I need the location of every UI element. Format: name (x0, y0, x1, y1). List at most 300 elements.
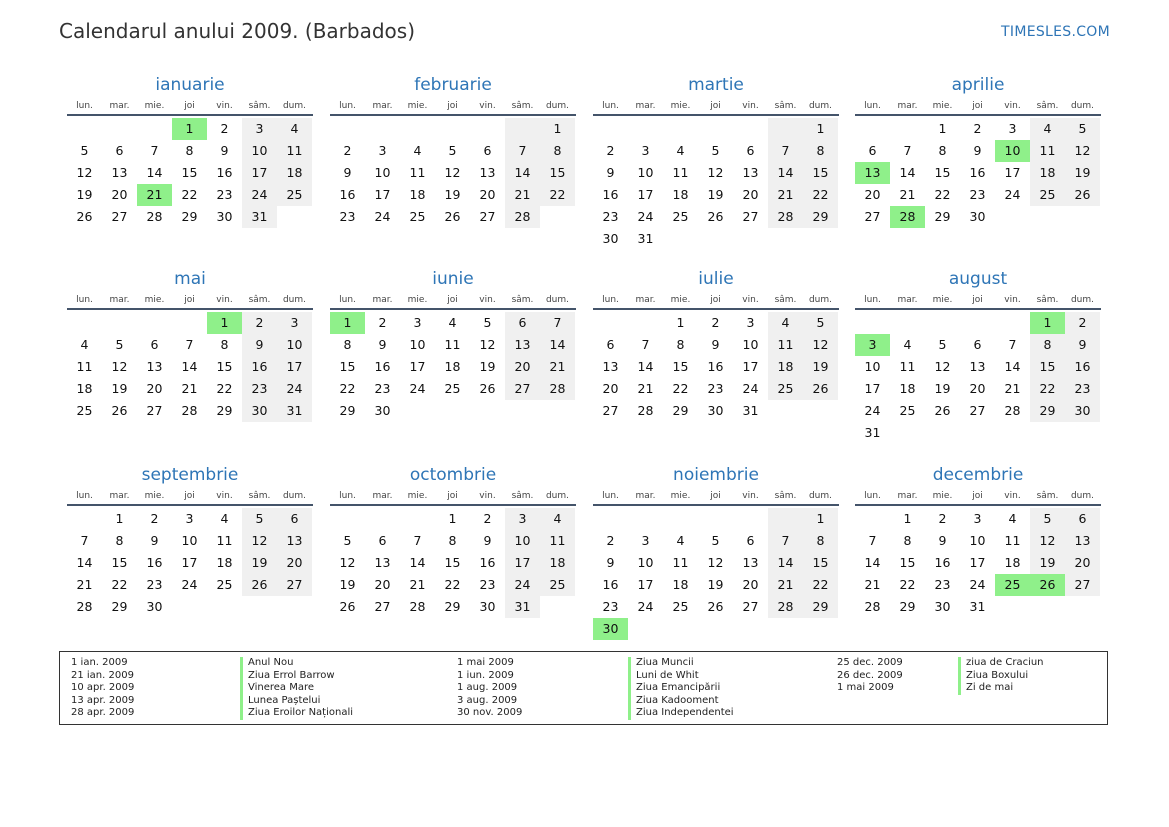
holiday-legend (59, 651, 1108, 725)
weekday-label: mar. (372, 101, 393, 111)
weekday-label: mar. (635, 491, 656, 501)
weekday-label: joi (184, 101, 195, 111)
day-cell: 18 (540, 552, 575, 574)
weekday-header (330, 488, 576, 506)
day-cell: 17 (181, 555, 198, 570)
month-name: mai (174, 269, 206, 289)
day-cell: 3 (185, 511, 194, 526)
day-cell: 22 (803, 184, 838, 206)
day-cell: 31 (969, 599, 986, 614)
day-cell: 31 (277, 400, 312, 422)
weekday-header (67, 488, 313, 506)
day-cell: 13 (742, 555, 759, 570)
day-cell: 23 (216, 187, 233, 202)
weekday-header (593, 98, 839, 116)
day-cell: 28 (637, 403, 654, 418)
day-cell: 22 (216, 381, 233, 396)
day-cell: 11 (409, 165, 426, 180)
day-cell: 3 (413, 315, 422, 330)
day-cell: 13 (742, 165, 759, 180)
day-cell: 10 (864, 359, 881, 374)
day-cell: 12 (707, 555, 724, 570)
month-ianuarie (67, 74, 313, 228)
day-cell: 6 (1065, 508, 1100, 530)
weekday-label: mie. (932, 295, 953, 305)
day-cell: 11 (277, 140, 312, 162)
day-cell: 30 (602, 231, 619, 246)
day-cell: 20 (479, 187, 496, 202)
legend-date: 1 ian. 2009 (71, 657, 128, 668)
day-cell: 10 (637, 165, 654, 180)
day-cell: 15 (1030, 356, 1065, 378)
day-cell: 18 (1030, 162, 1065, 184)
empty-day-cell (960, 312, 995, 334)
empty-day-cell (890, 312, 925, 334)
day-cell: 19 (707, 187, 724, 202)
month-iulie (593, 268, 839, 422)
empty-day-cell (400, 118, 435, 140)
weekday-label: lun. (864, 491, 881, 501)
day-cell: 6 (150, 337, 159, 352)
day-cell: 13 (969, 359, 986, 374)
day-cell: 11 (768, 334, 803, 356)
day-cell: 27 (1065, 574, 1100, 596)
holiday-day-cell: 10 (995, 140, 1030, 162)
day-cell: 27 (374, 599, 391, 614)
weekday-label: sâm. (511, 491, 534, 501)
day-cell: 2 (1065, 312, 1100, 334)
day-cell: 4 (220, 511, 229, 526)
days-grid (330, 118, 576, 228)
weekday-label: vin. (216, 295, 233, 305)
days-grid (855, 312, 1101, 444)
day-cell: 23 (602, 209, 619, 224)
day-cell: 20 (602, 381, 619, 396)
day-cell: 22 (181, 187, 198, 202)
day-cell: 6 (868, 143, 877, 158)
day-cell: 18 (672, 187, 689, 202)
day-cell: 6 (746, 143, 755, 158)
weekday-label: joi (972, 491, 983, 501)
day-cell: 14 (76, 555, 93, 570)
day-cell: 5 (483, 315, 492, 330)
month-octombrie (330, 464, 576, 618)
weekday-label: vin. (1004, 491, 1021, 501)
day-cell: 13 (374, 555, 391, 570)
day-cell: 7 (768, 140, 803, 162)
day-cell: 12 (1065, 140, 1100, 162)
day-cell: 26 (444, 209, 461, 224)
day-cell: 31 (505, 596, 540, 618)
weekday-label: dum. (282, 295, 307, 305)
day-cell: 22 (672, 381, 689, 396)
weekday-label: dum. (545, 295, 570, 305)
day-cell: 9 (606, 165, 615, 180)
day-cell: 4 (676, 143, 685, 158)
weekday-label: lun. (339, 491, 356, 501)
day-cell: 9 (973, 143, 982, 158)
day-cell: 3 (505, 508, 540, 530)
empty-day-cell (768, 118, 803, 140)
day-cell: 11 (672, 555, 689, 570)
day-cell: 5 (1065, 118, 1100, 140)
day-cell: 18 (76, 381, 93, 396)
day-cell: 6 (378, 533, 387, 548)
empty-day-cell (593, 508, 628, 530)
day-cell: 12 (803, 334, 838, 356)
day-cell: 12 (339, 555, 356, 570)
day-cell: 15 (803, 162, 838, 184)
day-cell: 18 (216, 555, 233, 570)
day-cell: 13 (146, 359, 163, 374)
day-cell: 17 (637, 577, 654, 592)
day-cell: 13 (1065, 530, 1100, 552)
day-cell: 14 (864, 555, 881, 570)
weekday-label: dum. (545, 491, 570, 501)
weekday-label: mie. (932, 101, 953, 111)
day-cell: 4 (1008, 511, 1017, 526)
holiday-day-cell: 26 (1030, 574, 1065, 596)
day-cell: 11 (1004, 533, 1021, 548)
holiday-day-cell: 1 (207, 312, 242, 334)
legend-holiday-name: Lunea Paștelui (240, 695, 353, 708)
day-cell: 16 (374, 359, 391, 374)
day-cell: 30 (1065, 400, 1100, 422)
empty-day-cell (172, 312, 207, 334)
weekday-label: joi (447, 101, 458, 111)
holiday-day-cell: 28 (890, 206, 925, 228)
legend-names-column (628, 657, 734, 720)
day-cell: 15 (111, 555, 128, 570)
day-cell: 3 (242, 118, 277, 140)
empty-day-cell (67, 312, 102, 334)
legend-dates-column (837, 657, 903, 695)
month-name: noiembrie (673, 465, 759, 485)
day-cell: 2 (343, 143, 352, 158)
weekday-label: lun. (339, 101, 356, 111)
day-cell: 14 (768, 162, 803, 184)
day-cell: 25 (277, 184, 312, 206)
weekday-label: mar. (635, 295, 656, 305)
weekday-label: lun. (602, 491, 619, 501)
day-cell: 9 (150, 533, 159, 548)
day-cell: 27 (277, 574, 312, 596)
day-cell: 25 (216, 577, 233, 592)
site-link[interactable]: TIMESLES.COM (1001, 24, 1110, 40)
day-cell: 26 (479, 381, 496, 396)
day-cell: 5 (242, 508, 277, 530)
empty-day-cell (137, 312, 172, 334)
day-cell: 21 (637, 381, 654, 396)
day-cell: 22 (934, 187, 951, 202)
weekday-header (67, 292, 313, 310)
day-cell: 16 (602, 187, 619, 202)
weekday-label: joi (710, 101, 721, 111)
empty-day-cell (855, 312, 890, 334)
holiday-day-cell: 25 (995, 574, 1030, 596)
holiday-day-cell: 13 (855, 162, 890, 184)
day-cell: 25 (409, 209, 426, 224)
weekday-label: mie. (144, 101, 165, 111)
day-cell: 19 (707, 577, 724, 592)
day-cell: 10 (742, 337, 759, 352)
day-cell: 29 (444, 599, 461, 614)
day-cell: 30 (374, 403, 391, 418)
day-cell: 1 (938, 121, 947, 136)
weekday-label: vin. (479, 491, 496, 501)
day-cell: 27 (146, 403, 163, 418)
day-cell: 6 (277, 508, 312, 530)
empty-day-cell (733, 118, 768, 140)
legend-date: 25 dec. 2009 (837, 657, 903, 668)
day-cell: 4 (80, 337, 89, 352)
day-cell: 20 (742, 577, 759, 592)
day-cell: 14 (637, 359, 654, 374)
day-cell: 31 (864, 425, 881, 440)
day-cell: 6 (606, 337, 615, 352)
day-cell: 6 (505, 312, 540, 334)
day-cell: 24 (742, 381, 759, 396)
day-cell: 4 (448, 315, 457, 330)
day-cell: 29 (899, 599, 916, 614)
weekday-label: joi (447, 295, 458, 305)
month-mai (67, 268, 313, 422)
empty-day-cell (470, 118, 505, 140)
day-cell: 14 (409, 555, 426, 570)
day-cell: 7 (768, 530, 803, 552)
day-cell: 13 (602, 359, 619, 374)
day-cell: 11 (1030, 140, 1065, 162)
weekday-label: mie. (144, 295, 165, 305)
day-cell: 29 (803, 206, 838, 228)
day-cell: 17 (969, 555, 986, 570)
day-cell: 5 (80, 143, 89, 158)
weekday-header (67, 98, 313, 116)
day-cell: 24 (181, 577, 198, 592)
day-cell: 27 (602, 403, 619, 418)
day-cell: 8 (540, 140, 575, 162)
empty-day-cell (855, 118, 890, 140)
legend-date: 1 iun. 2009 (457, 669, 514, 681)
weekday-label: lun. (339, 295, 356, 305)
days-grid (67, 118, 313, 228)
day-cell: 6 (483, 143, 492, 158)
day-cell: 24 (409, 381, 426, 396)
day-cell: 2 (606, 143, 615, 158)
weekday-label: lun. (76, 491, 93, 501)
weekday-label: sâm. (1036, 491, 1059, 501)
day-cell: 28 (76, 599, 93, 614)
day-cell: 19 (242, 552, 277, 574)
day-cell: 11 (540, 530, 575, 552)
day-cell: 15 (339, 359, 356, 374)
weekday-label: vin. (1004, 101, 1021, 111)
day-cell: 22 (111, 577, 128, 592)
day-cell: 7 (868, 533, 877, 548)
day-cell: 15 (934, 165, 951, 180)
day-cell: 3 (378, 143, 387, 158)
day-cell: 25 (76, 403, 93, 418)
weekday-label: vin. (479, 295, 496, 305)
days-grid (67, 508, 313, 618)
day-cell: 19 (76, 187, 93, 202)
day-cell: 13 (277, 530, 312, 552)
day-cell: 19 (111, 381, 128, 396)
day-cell: 18 (1004, 555, 1021, 570)
weekday-label: dum. (282, 101, 307, 111)
day-cell: 1 (448, 511, 457, 526)
day-cell: 19 (1065, 162, 1100, 184)
weekday-label: vin. (216, 491, 233, 501)
empty-day-cell (733, 508, 768, 530)
day-cell: 24 (1004, 187, 1021, 202)
weekday-label: joi (710, 491, 721, 501)
day-cell: 14 (899, 165, 916, 180)
year-calendar-grid (67, 74, 1102, 644)
day-cell: 27 (742, 599, 759, 614)
day-cell: 7 (413, 533, 422, 548)
day-cell: 27 (479, 209, 496, 224)
day-cell: 11 (444, 337, 461, 352)
day-cell: 17 (505, 552, 540, 574)
days-grid (330, 312, 576, 422)
day-cell: 28 (146, 209, 163, 224)
day-cell: 19 (444, 187, 461, 202)
day-cell: 18 (409, 187, 426, 202)
day-cell: 23 (1065, 378, 1100, 400)
legend-holiday-name: Luni de Whit (628, 670, 734, 683)
day-cell: 2 (220, 121, 229, 136)
weekday-label: dum. (808, 295, 833, 305)
holiday-day-cell: 3 (855, 334, 890, 356)
empty-day-cell (593, 118, 628, 140)
day-cell: 20 (146, 381, 163, 396)
day-cell: 10 (277, 334, 312, 356)
day-cell: 30 (707, 403, 724, 418)
day-cell: 31 (242, 206, 277, 228)
weekday-label: mar. (109, 491, 130, 501)
weekday-label: joi (972, 101, 983, 111)
day-cell: 29 (1030, 400, 1065, 422)
empty-day-cell (593, 312, 628, 334)
weekday-label: lun. (602, 101, 619, 111)
day-cell: 26 (803, 378, 838, 400)
day-cell: 10 (637, 555, 654, 570)
day-cell: 15 (444, 555, 461, 570)
day-cell: 29 (111, 599, 128, 614)
day-cell: 5 (938, 337, 947, 352)
day-cell: 12 (444, 165, 461, 180)
day-cell: 18 (672, 577, 689, 592)
day-cell: 7 (185, 337, 194, 352)
day-cell: 26 (707, 599, 724, 614)
weekday-label: vin. (742, 295, 759, 305)
day-cell: 9 (343, 165, 352, 180)
day-cell: 12 (707, 165, 724, 180)
day-cell: 24 (374, 209, 391, 224)
day-cell: 23 (479, 577, 496, 592)
legend-date: 26 dec. 2009 (837, 669, 903, 681)
day-cell: 8 (938, 143, 947, 158)
weekday-label: sâm. (774, 491, 797, 501)
legend-holiday-name: Ziua Muncii (628, 657, 734, 670)
day-cell: 24 (277, 378, 312, 400)
empty-day-cell (628, 508, 663, 530)
day-cell: 17 (637, 187, 654, 202)
day-cell: 22 (540, 184, 575, 206)
weekday-label: mar. (109, 101, 130, 111)
day-cell: 20 (742, 187, 759, 202)
day-cell: 3 (1008, 121, 1017, 136)
day-cell: 24 (242, 184, 277, 206)
weekday-label: mar. (635, 101, 656, 111)
day-cell: 17 (742, 359, 759, 374)
weekday-label: mar. (372, 491, 393, 501)
day-cell: 22 (1030, 378, 1065, 400)
day-cell: 29 (339, 403, 356, 418)
day-cell: 17 (277, 356, 312, 378)
day-cell: 4 (768, 312, 803, 334)
day-cell: 7 (540, 312, 575, 334)
day-cell: 16 (934, 555, 951, 570)
day-cell: 14 (505, 162, 540, 184)
weekday-label: joi (184, 295, 195, 305)
month-name: iunie (432, 269, 474, 289)
day-cell: 22 (803, 574, 838, 596)
day-cell: 8 (220, 337, 229, 352)
day-cell: 17 (1004, 165, 1021, 180)
day-cell: 4 (676, 533, 685, 548)
day-cell: 11 (672, 165, 689, 180)
day-cell: 8 (803, 140, 838, 162)
day-cell: 20 (277, 552, 312, 574)
day-cell: 17 (242, 162, 277, 184)
day-cell: 13 (111, 165, 128, 180)
day-cell: 26 (242, 574, 277, 596)
day-cell: 17 (374, 187, 391, 202)
day-cell: 3 (746, 315, 755, 330)
day-cell: 21 (864, 577, 881, 592)
day-cell: 29 (672, 403, 689, 418)
day-cell: 3 (641, 533, 650, 548)
day-cell: 19 (934, 381, 951, 396)
weekday-label: joi (447, 491, 458, 501)
day-cell: 9 (606, 555, 615, 570)
day-cell: 28 (768, 596, 803, 618)
weekday-header (330, 98, 576, 116)
day-cell: 9 (711, 337, 720, 352)
day-cell: 7 (903, 143, 912, 158)
day-cell: 10 (505, 530, 540, 552)
day-cell: 2 (938, 511, 947, 526)
day-cell: 18 (899, 381, 916, 396)
weekday-label: dum. (282, 491, 307, 501)
weekday-label: lun. (76, 101, 93, 111)
day-cell: 2 (606, 533, 615, 548)
day-cell: 10 (242, 140, 277, 162)
weekday-label: dum. (808, 491, 833, 501)
day-cell: 25 (768, 378, 803, 400)
empty-day-cell (330, 508, 365, 530)
day-cell: 5 (343, 533, 352, 548)
legend-date: 28 apr. 2009 (71, 707, 135, 719)
day-cell: 3 (277, 312, 312, 334)
legend-dates-column (457, 657, 522, 720)
weekday-label: lun. (864, 101, 881, 111)
day-cell: 21 (899, 187, 916, 202)
weekday-label: mie. (932, 491, 953, 501)
legend-date: 30 nov. 2009 (457, 707, 523, 719)
